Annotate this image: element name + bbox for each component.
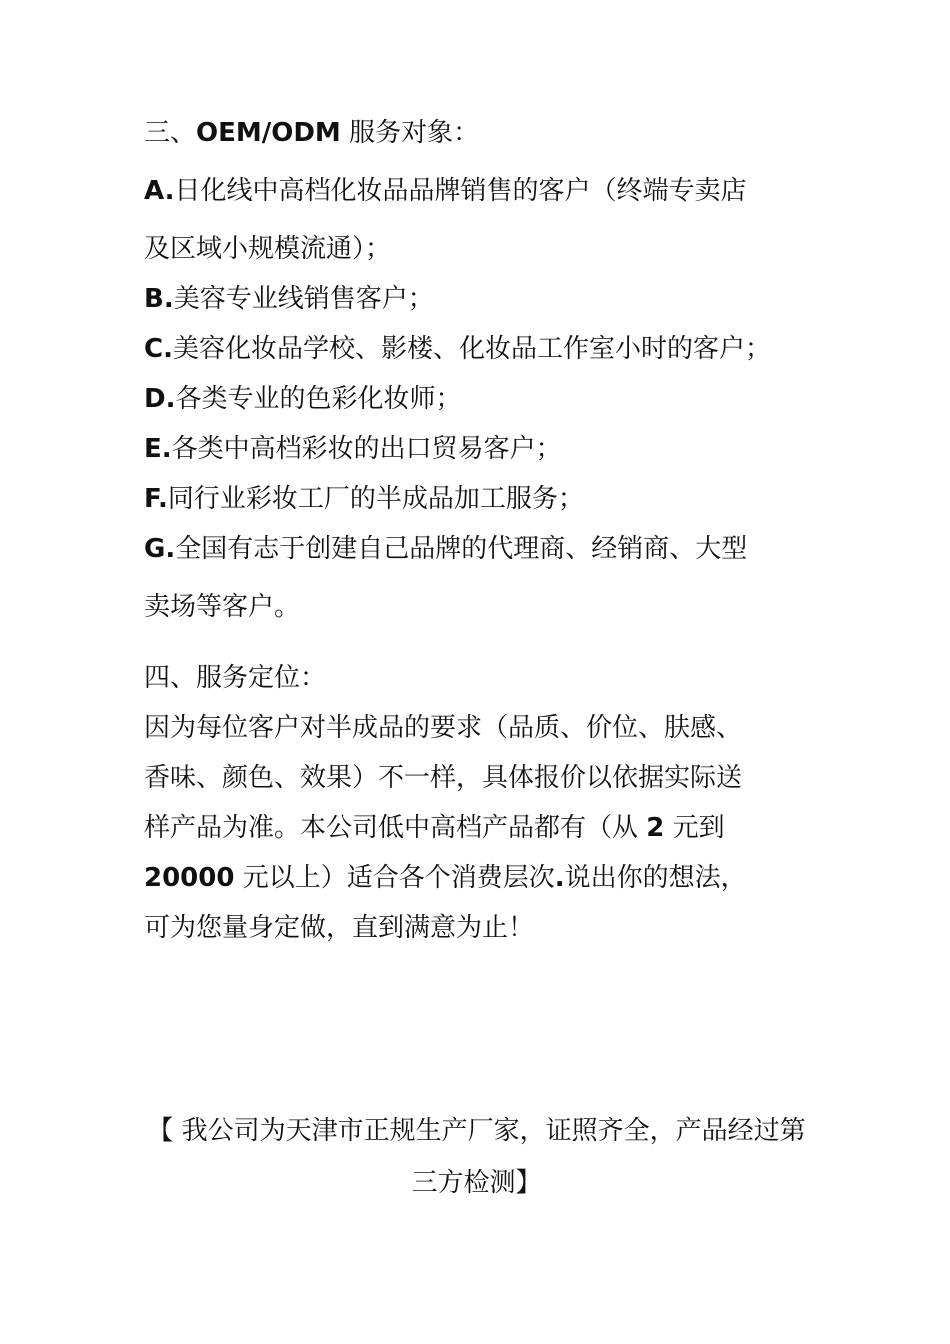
paragraph-line <box>144 853 809 903</box>
item-letter: D. <box>144 384 176 414</box>
item-text: 同行业彩妆工厂的半成品加工服务； <box>167 484 584 514</box>
item-letter: G. <box>144 534 176 564</box>
paragraph-text: 元到 <box>664 813 725 843</box>
price-high: 20000 <box>144 863 235 893</box>
heading-suffix: 服务对象： <box>340 118 480 148</box>
item-letter: E. <box>144 434 172 464</box>
item-text: 全国有志于创建自己品牌的代理商、经销商、大型 <box>175 534 748 564</box>
heading-bold-term: OEM/ODM <box>196 118 341 148</box>
paragraph-line: 香味、颜色、效果）不一样，具体报价以依据实际送 <box>144 763 743 793</box>
section-heading-positioning: 四、服务定位： <box>144 663 327 693</box>
paragraph-text: 说出你的想法， <box>564 863 747 893</box>
list-item-d <box>144 374 809 424</box>
paragraph-line <box>144 803 809 853</box>
item-text: 日化线中高档化妆品品牌销售的客户（终端专卖店 <box>174 176 747 206</box>
section-heading-oem-odm <box>144 108 809 158</box>
list-item-f <box>144 474 809 524</box>
item-text: 卖场等客户。 <box>144 592 301 622</box>
item-text: 及区域小规模流通）； <box>144 234 392 264</box>
list-item-a-continued <box>144 224 809 274</box>
item-letter: A. <box>144 176 175 206</box>
list-item-b <box>144 274 809 324</box>
paragraph-line: 因为每位客户对半成品的要求（品质、价位、肤感、 <box>144 713 743 743</box>
section-service-targets <box>144 108 809 632</box>
notice-line: 【 我公司为天津市正规生产厂家，证照齐全，产品经过第 <box>147 1116 806 1146</box>
paragraph-text: 元以上）适合各个消费层次 <box>234 863 555 893</box>
item-text: 各类中高档彩妆的出口贸易客户； <box>171 434 562 464</box>
paragraph-text: 样产品为准。本公司低中高档产品都有（从 <box>144 813 647 843</box>
section-service-positioning <box>144 653 809 953</box>
item-text: 各类专业的色彩化妆师； <box>175 384 462 414</box>
item-letter: F. <box>144 484 168 514</box>
list-item-g-continued <box>144 582 809 632</box>
item-letter: C. <box>144 334 173 364</box>
price-low: 2 <box>646 813 665 843</box>
item-letter: B. <box>144 284 174 314</box>
company-notice <box>144 1105 809 1209</box>
item-text: 美容专业线销售客户； <box>173 284 434 314</box>
heading-prefix: 三、 <box>144 118 197 148</box>
bold-period: . <box>554 863 565 893</box>
list-item-c <box>144 324 809 374</box>
notice-line: 三方检测】 <box>411 1168 542 1198</box>
paragraph-line: 可为您量身定做，直到满意为止！ <box>144 913 535 943</box>
list-item-a <box>144 166 809 216</box>
list-item-g <box>144 524 809 574</box>
item-text: 美容化妆品学校、影楼、化妆品工作室小时的客户； <box>172 334 771 364</box>
list-item-e <box>144 424 809 474</box>
